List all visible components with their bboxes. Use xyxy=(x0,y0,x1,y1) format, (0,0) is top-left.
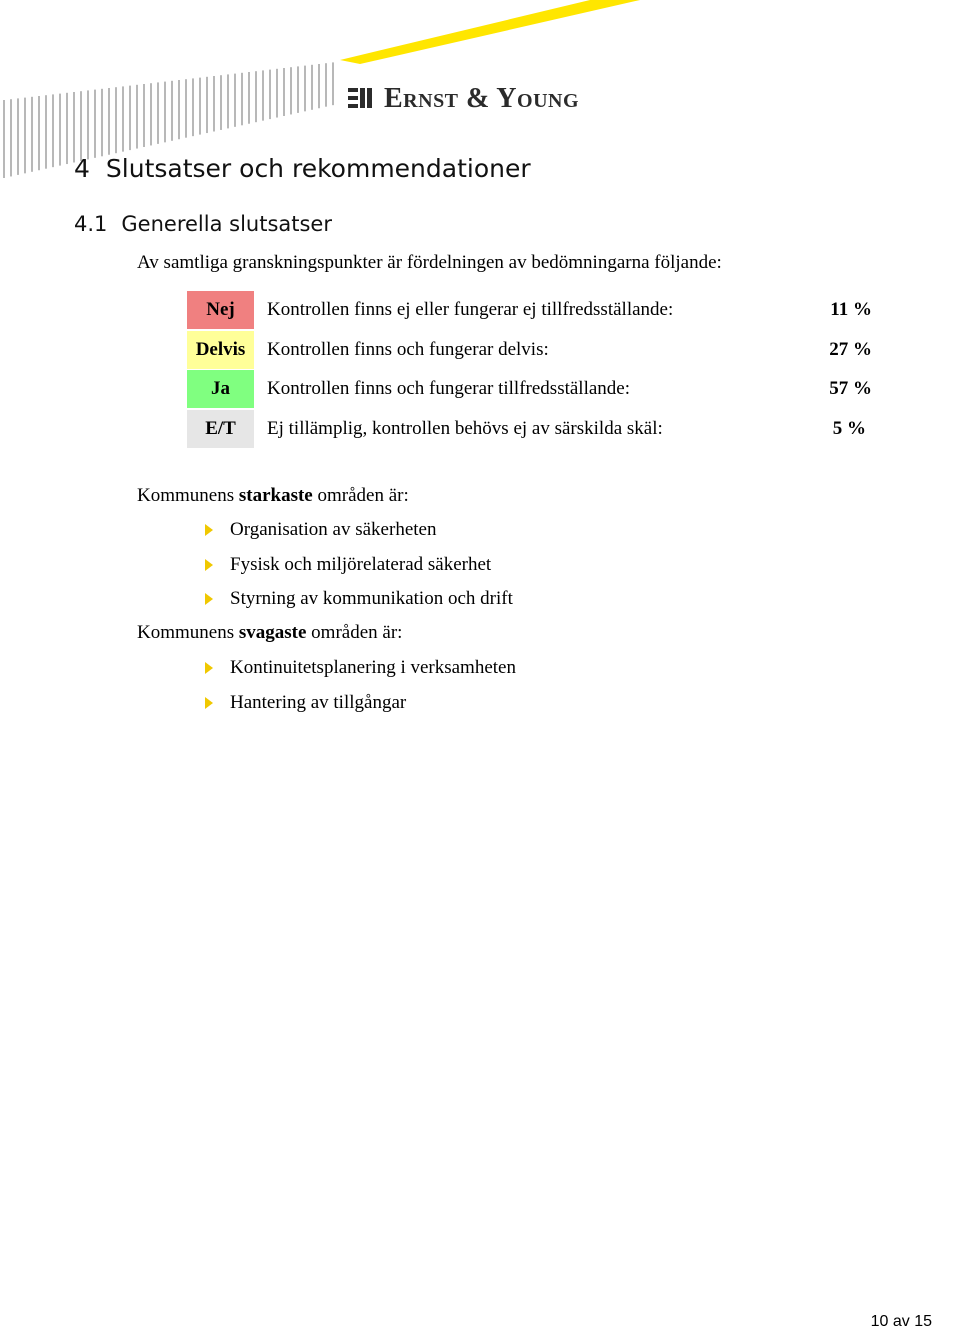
rating-percent: 57 % xyxy=(829,378,872,399)
rating-description: Kontrollen finns ej eller fungerar ej tillfredsställande: xyxy=(267,299,674,320)
weakest-areas-list xyxy=(205,657,516,726)
chapter-heading xyxy=(74,154,531,183)
rating-percent: 27 % xyxy=(829,338,872,360)
strongest-emphasis: starkaste xyxy=(238,485,313,506)
weakest-emphasis: svagaste xyxy=(238,622,307,643)
section-heading xyxy=(74,212,332,236)
rating-badge: Nej xyxy=(187,291,254,329)
arrow-bullet-icon xyxy=(205,697,213,709)
ey-logo-icon xyxy=(348,84,378,114)
rating-badge: E/T xyxy=(187,410,254,448)
rating-table xyxy=(187,291,887,449)
logo-text: Ernst & Young xyxy=(384,83,580,114)
weakest-areas-label xyxy=(137,622,402,644)
rating-description: Kontrollen finns och fungerar delvis: xyxy=(267,338,549,360)
list-item-text: Kontinuitetsplanering i verksamheten xyxy=(230,657,516,678)
yellow-swoosh xyxy=(340,0,640,64)
list-item xyxy=(205,692,516,727)
ernst-young-logo xyxy=(348,82,579,116)
weakest-suffix: områden är: xyxy=(306,622,403,643)
list-item-text: Styrning av kommunikation och drift xyxy=(230,588,513,609)
list-item xyxy=(205,588,513,623)
strongest-suffix: områden är: xyxy=(312,485,409,506)
rating-row-delvis xyxy=(187,331,887,369)
arrow-bullet-icon xyxy=(205,593,213,605)
chapter-title: Slutsatser och rekommendationer xyxy=(105,154,531,183)
intro-text: Av samtliga granskningspunkter är fördelningen av bedömningarna följande: xyxy=(137,252,722,273)
rating-description: Kontrollen finns och fungerar tillfredsställande: xyxy=(267,378,631,399)
rating-badge: Ja xyxy=(187,370,254,408)
weakest-prefix: Kommunens xyxy=(137,622,239,643)
rating-row-ja xyxy=(187,370,887,408)
arrow-bullet-icon xyxy=(205,559,213,571)
rating-description: Ej tillämplig, kontrollen behövs ej av särskilda skäl: xyxy=(267,417,663,439)
list-item xyxy=(205,657,516,692)
list-item-text: Hantering av tillgångar xyxy=(230,691,407,713)
list-item-text: Organisation av säkerheten xyxy=(230,519,437,540)
chapter-number: 4 xyxy=(74,154,90,183)
rating-percent: 5 % xyxy=(832,417,866,439)
list-item xyxy=(205,519,513,554)
section-title: Generella slutsatser xyxy=(121,212,332,236)
strongest-areas-label xyxy=(137,485,409,507)
page-number: 10 av 15 xyxy=(870,1313,932,1330)
list-item-text: Fysisk och miljörelaterad säkerhet xyxy=(230,553,492,575)
arrow-bullet-icon xyxy=(205,662,213,674)
section-number: 4.1 xyxy=(74,212,108,236)
arrow-bullet-icon xyxy=(205,524,213,536)
rating-row-nej xyxy=(187,291,887,329)
strongest-areas-list xyxy=(205,519,513,623)
rating-badge: Delvis xyxy=(187,331,254,369)
rating-percent: 11 % xyxy=(830,299,872,320)
rating-row-et xyxy=(187,410,887,448)
list-item xyxy=(205,554,513,589)
strongest-prefix: Kommunens xyxy=(137,485,239,506)
